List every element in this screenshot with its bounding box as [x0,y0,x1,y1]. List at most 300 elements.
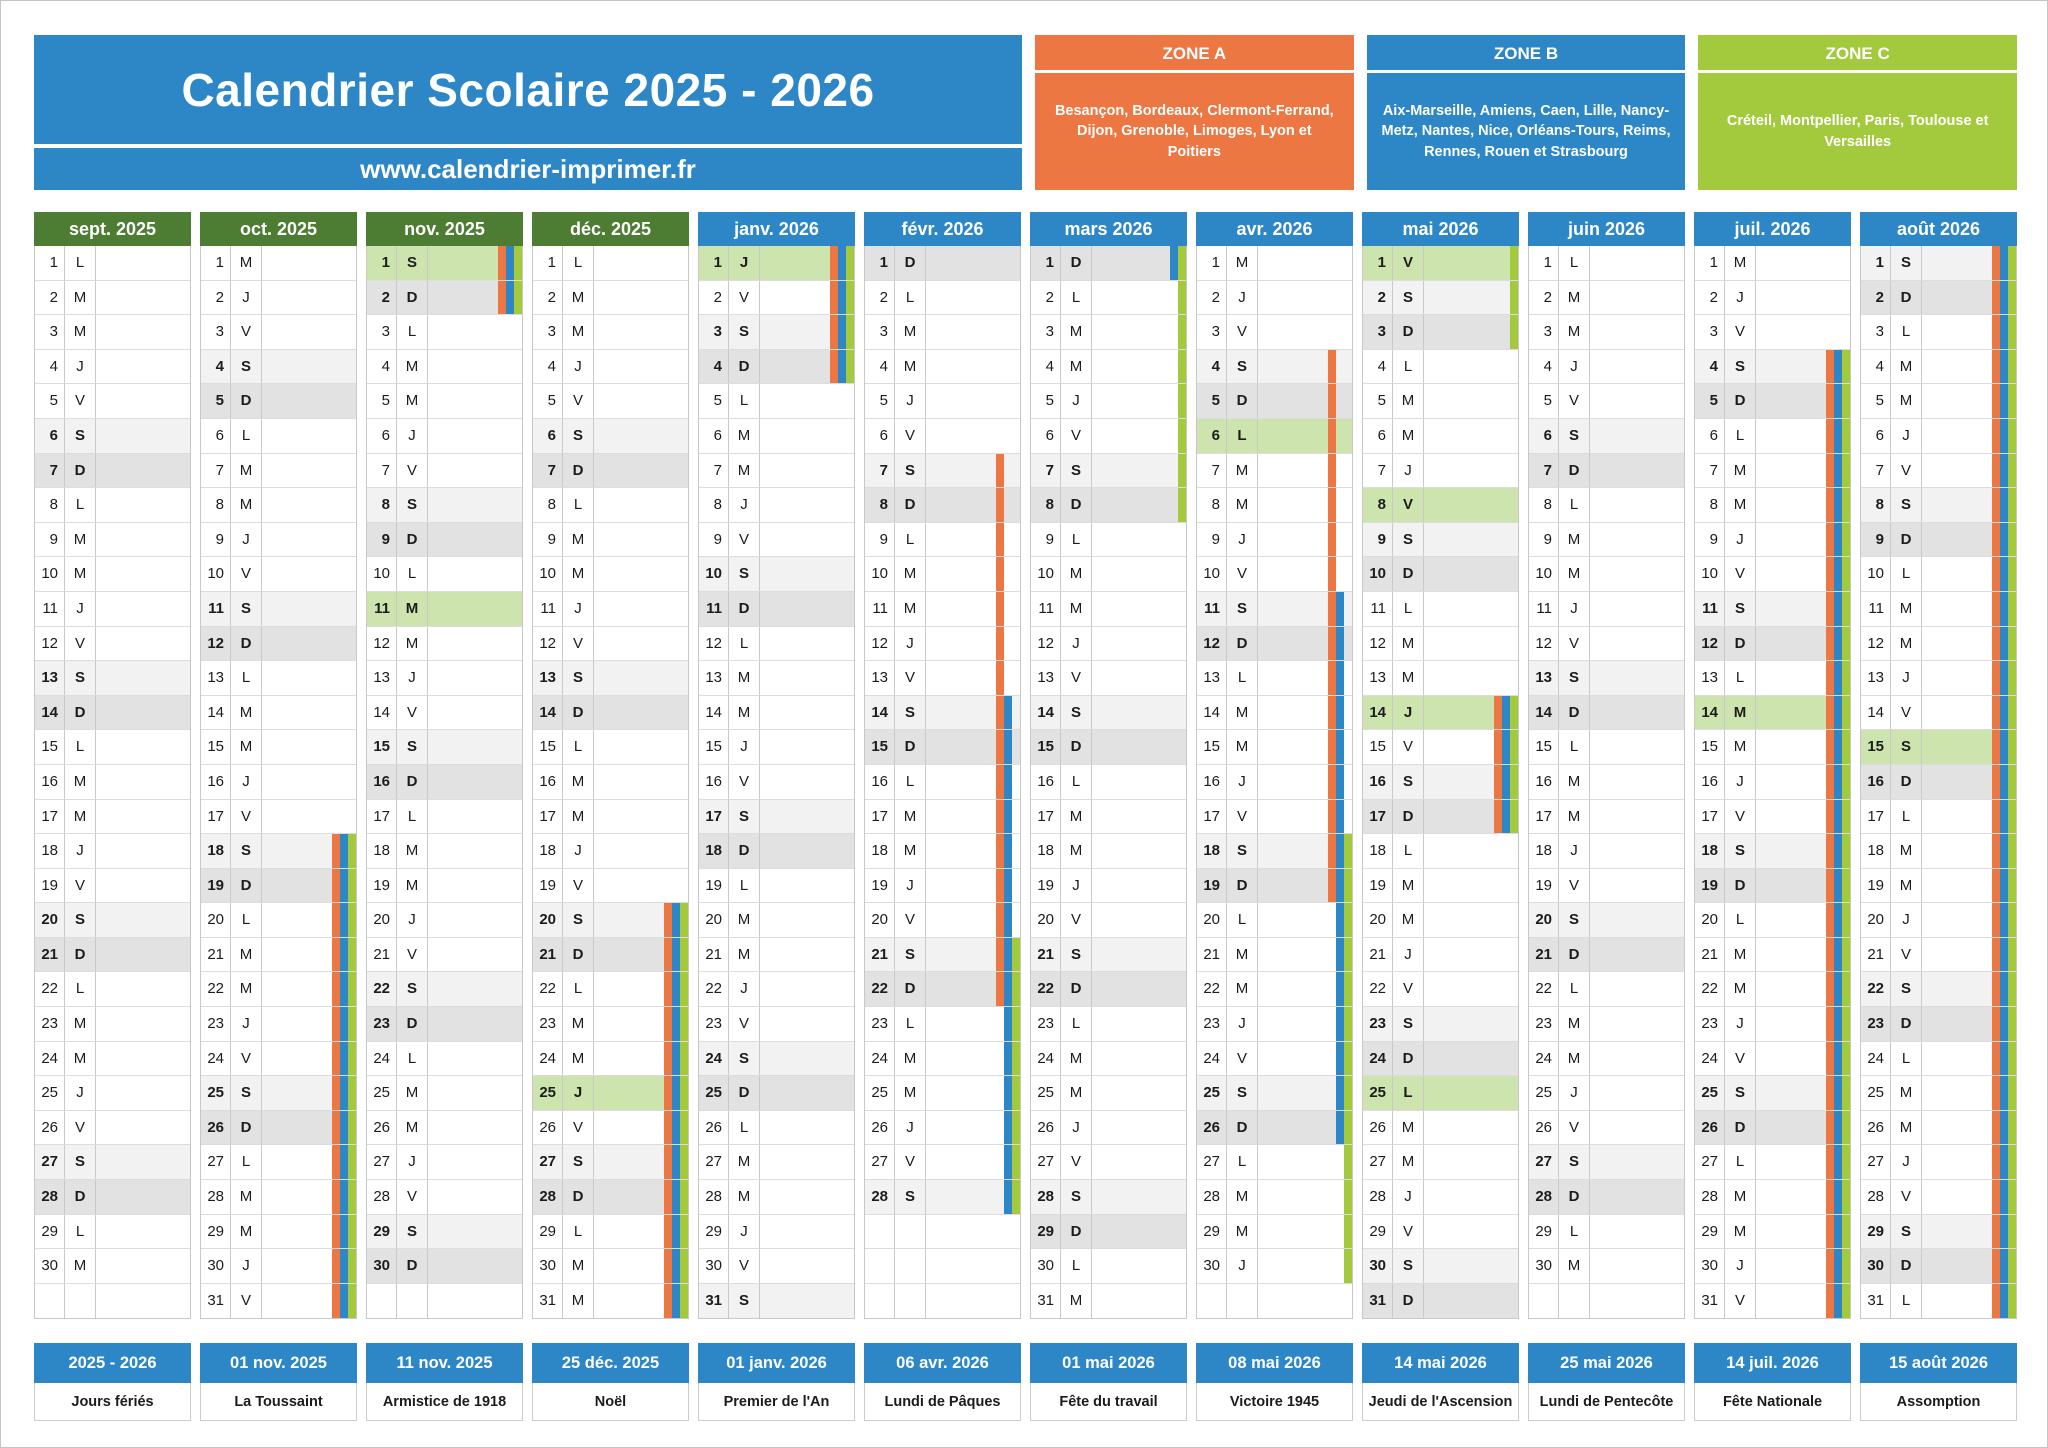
page-title: Calendrier Scolaire 2025 - 2026 [34,35,1022,148]
day-number: 25 [201,1076,231,1110]
day-letter: J [1393,938,1424,972]
day-row [1363,1215,1518,1250]
day-number: 13 [1363,661,1393,695]
vacation-stripe-zone-b [672,1111,680,1145]
day-number: 27 [35,1145,65,1179]
day-row [1695,523,1850,558]
day-number: 20 [367,903,397,937]
day-row [201,661,356,696]
day-row [533,800,688,835]
vacation-stripe-zone-b [1004,765,1012,799]
day-letter: L [65,1215,96,1249]
holiday-date: 01 nov. 2025 [200,1343,357,1383]
day-row [1695,834,1850,869]
day-row [1363,800,1518,835]
vacation-stripe-zone-a [996,661,1004,695]
day-number: 11 [1197,592,1227,626]
vacation-stripe-zone-c [1344,1111,1352,1145]
day-number: 27 [367,1145,397,1179]
day-letter: D [1061,488,1092,522]
day-number: 17 [533,800,563,834]
day-letter: S [1227,350,1258,384]
vacation-stripe-zone-b [2000,1215,2008,1249]
day-letter: M [1227,454,1258,488]
vacation-stripe-zone-a [664,1180,672,1214]
vacation-stripe-zone-a [1328,350,1336,384]
vacation-stripe-zone-a [1328,488,1336,522]
vacation-stripe-zone-c [1012,1007,1020,1041]
day-number: 21 [1861,938,1891,972]
day-number: 24 [865,1042,895,1076]
day-letter: L [563,246,594,280]
day-row [1529,246,1684,281]
day-number: 16 [35,765,65,799]
day-row [367,281,522,316]
day-number: 1 [533,246,563,280]
day-row [35,1215,190,1250]
day-row [1529,834,1684,869]
day-letter: M [1227,1215,1258,1249]
day-number: 23 [1363,1007,1393,1041]
vacation-stripe-zone-a [1826,1284,1834,1319]
day-row [1861,592,2016,627]
day-row [201,1145,356,1180]
day-row [699,972,854,1007]
day-row [1695,384,1850,419]
day-letter: M [397,869,428,903]
vacation-stripe-zone-c [2008,627,2016,661]
day-letter: L [729,627,760,661]
day-number: 10 [35,557,65,591]
holiday-name: Jeudi de l'Ascension [1362,1383,1519,1421]
vacation-stripe-zone-c [1842,488,1850,522]
day-number [1197,1284,1227,1319]
vacation-stripe-zone-a [1826,627,1834,661]
holiday-name: Armistice de 1918 [366,1383,523,1421]
vacation-stripe-zone-b [2000,1249,2008,1283]
day-row [1861,1042,2016,1077]
vacation-stripe-zone-b [1004,1145,1012,1179]
day-number: 2 [201,281,231,315]
day-letter: V [1559,1111,1590,1145]
day-number: 7 [865,454,895,488]
day-number: 22 [1695,972,1725,1006]
day-row [367,1145,522,1180]
day-row [699,315,854,350]
vacation-stripe-zone-a [1328,696,1336,730]
day-row [1529,903,1684,938]
vacation-stripe-zone-a [1328,592,1336,626]
day-number: 29 [1529,1215,1559,1249]
day-row [865,419,1020,454]
vacation-stripe-zone-a [1826,1180,1834,1214]
vacation-stripe-zone-a [664,938,672,972]
day-number: 10 [367,557,397,591]
day-row [1031,557,1186,592]
vacation-stripe-zone-a [1826,1145,1834,1179]
day-number: 2 [367,281,397,315]
day-row [1529,523,1684,558]
day-number: 7 [533,454,563,488]
holiday-name: Fête Nationale [1694,1383,1851,1421]
day-row [35,800,190,835]
day-letter: M [1393,627,1424,661]
vacation-stripe-zone-a [1494,800,1502,834]
day-row [367,246,522,281]
day-number [865,1284,895,1319]
day-number: 25 [367,1076,397,1110]
day-number: 21 [201,938,231,972]
day-row [1529,1042,1684,1077]
day-number: 29 [1363,1215,1393,1249]
day-letter: D [397,281,428,315]
day-row [1197,1215,1352,1250]
vacation-stripe-zone-b [672,1076,680,1110]
day-letter: V [231,557,262,591]
day-number: 8 [1529,488,1559,522]
day-number: 25 [1197,1076,1227,1110]
holiday-name: Victoire 1945 [1196,1383,1353,1421]
day-letter: L [1559,730,1590,764]
vacation-stripe-zone-a [664,1145,672,1179]
vacation-stripe-zone-c [680,1042,688,1076]
vacation-stripe-zone-c [1344,972,1352,1006]
day-letter: J [1559,350,1590,384]
day-letter: M [1393,869,1424,903]
vacation-stripe-zone-b [1834,1215,1842,1249]
day-letter: D [397,1007,428,1041]
vacation-stripe-zone-a [1826,592,1834,626]
day-letter: S [231,834,262,868]
vacation-stripe-zone-a [1992,592,2000,626]
day-letter: S [1725,1076,1756,1110]
vacation-stripe-zone-b [1834,661,1842,695]
day-row [1197,419,1352,454]
day-letter: J [1725,1249,1756,1283]
day-number: 7 [1861,454,1891,488]
vacation-stripe-zone-a [1328,523,1336,557]
day-letter: L [1559,972,1590,1006]
day-number: 24 [1695,1042,1725,1076]
month-header-label: mars 2026 [1030,212,1187,246]
day-letter: M [1891,834,1922,868]
header [34,35,2017,190]
vacation-stripe-zone-c [348,1076,356,1110]
day-letter: M [231,1215,262,1249]
day-number: 8 [699,488,729,522]
day-number: 21 [35,938,65,972]
holiday-card [1030,1343,1187,1421]
day-number: 16 [1861,765,1891,799]
day-number: 28 [367,1180,397,1214]
day-row [35,1007,190,1042]
day-letter: V [563,627,594,661]
day-row [1031,1111,1186,1146]
holiday-date: 25 déc. 2025 [532,1343,689,1383]
vacation-stripe-zone-b [1004,696,1012,730]
day-number: 23 [1861,1007,1891,1041]
day-letter: S [895,454,926,488]
day-letter: M [231,730,262,764]
day-letter: J [1227,765,1258,799]
day-number: 9 [865,523,895,557]
day-number: 16 [1197,765,1227,799]
day-letter: L [65,246,96,280]
vacation-stripe-zone-b [340,869,348,903]
day-letter: S [1559,903,1590,937]
day-row [1197,592,1352,627]
day-letter: V [1725,800,1756,834]
day-number: 25 [1363,1076,1393,1110]
day-number: 25 [35,1076,65,1110]
day-row [865,246,1020,281]
day-letter: S [65,903,96,937]
day-letter: M [65,765,96,799]
vacation-stripe-zone-b [2000,627,2008,661]
day-number: 25 [533,1076,563,1110]
day-letter: S [1891,488,1922,522]
vacation-stripe-zone-b [672,938,680,972]
vacation-stripe-zone-c [514,246,522,280]
day-row [35,834,190,869]
day-letter: D [729,834,760,868]
day-row [865,315,1020,350]
vacation-stripe-zone-c [1344,1145,1352,1179]
day-letter: S [231,350,262,384]
day-number: 2 [1529,281,1559,315]
day-row [1363,281,1518,316]
day-row [1031,350,1186,385]
day-row [1363,315,1518,350]
vacation-stripe-zone-a [1328,869,1336,903]
day-letter: D [1061,246,1092,280]
day-row [699,730,854,765]
day-row [865,1042,1020,1077]
day-letter: M [729,454,760,488]
vacation-stripe-zone-b [340,1215,348,1249]
day-letter: L [1393,1076,1424,1110]
website-link[interactable]: www.calendrier-imprimer.fr [360,154,696,184]
vacation-stripe-zone-c [2008,350,2016,384]
vacation-stripe-zone-a [332,1284,340,1319]
vacation-stripe-zone-a [1992,557,2000,591]
day-number: 15 [1529,730,1559,764]
day-letter: V [1725,557,1756,591]
day-row [35,696,190,731]
day-row [1031,834,1186,869]
day-row [1861,246,2016,281]
vacation-stripe-zone-b [2000,1180,2008,1214]
vacation-stripe-zone-b [1834,1111,1842,1145]
day-row [1695,246,1850,281]
day-number: 15 [699,730,729,764]
day-number: 16 [367,765,397,799]
day-letter: S [1061,1180,1092,1214]
day-row [1363,1249,1518,1284]
day-letter: M [65,1249,96,1283]
day-row [35,765,190,800]
day-row [533,1215,688,1250]
day-number: 16 [533,765,563,799]
day-letter: D [1559,696,1590,730]
holiday-date: 11 nov. 2025 [366,1343,523,1383]
day-number: 12 [533,627,563,661]
vacation-stripe-zone-b [672,1042,680,1076]
day-number: 21 [1031,938,1061,972]
day-letter: M [231,1180,262,1214]
day-number: 28 [35,1180,65,1214]
vacation-stripe-zone-c [1842,1007,1850,1041]
day-letter: M [231,696,262,730]
day-row [865,281,1020,316]
vacation-stripe-zone-a [332,1042,340,1076]
day-row [1861,281,2016,316]
vacation-stripe-zone-b [672,1007,680,1041]
day-number: 30 [699,1249,729,1283]
vacation-stripe-zone-a [1992,972,2000,1006]
day-letter: S [729,557,760,591]
vacation-stripe-zone-c [1344,869,1352,903]
day-number: 7 [1695,454,1725,488]
day-row [1363,1007,1518,1042]
vacation-stripe-zone-c [1510,315,1518,349]
day-letter: M [1227,730,1258,764]
day-row [699,869,854,904]
day-row [35,1076,190,1111]
vacation-stripe-zone-c [1344,834,1352,868]
day-letter: M [1559,1007,1590,1041]
day-number: 5 [865,384,895,418]
day-number: 15 [35,730,65,764]
day-number: 11 [1695,592,1725,626]
day-row [699,903,854,938]
day-number: 17 [1363,800,1393,834]
day-number: 14 [367,696,397,730]
day-number: 19 [201,869,231,903]
vacation-stripe-zone-a [1826,834,1834,868]
day-letter: D [1393,315,1424,349]
day-row [699,800,854,835]
day-row [1695,869,1850,904]
vacation-stripe-zone-b [1834,730,1842,764]
vacation-stripe-zone-c [1344,903,1352,937]
day-number: 4 [35,350,65,384]
vacation-stripe-zone-b [2000,730,2008,764]
day-number: 15 [1861,730,1891,764]
day-row [1529,1111,1684,1146]
day-row [1861,384,2016,419]
vacation-stripe-zone-a [996,523,1004,557]
day-letter: L [563,730,594,764]
day-letter: V [1393,488,1424,522]
day-letter: M [1725,730,1756,764]
day-letter: M [1393,419,1424,453]
day-row [1031,1007,1186,1042]
zone-c-cities: Créteil, Montpellier, Paris, Toulouse et Versailles [1726,113,1989,150]
day-number: 5 [1695,384,1725,418]
day-number: 4 [865,350,895,384]
day-row [533,315,688,350]
vacation-stripe-zone-c [2008,972,2016,1006]
day-row [1197,523,1352,558]
day-row [1031,246,1186,281]
month-column [1362,212,1519,1319]
day-letter: D [1559,1180,1590,1214]
day-row [201,1111,356,1146]
day-letter: L [895,765,926,799]
day-letter: J [231,523,262,557]
day-number: 17 [201,800,231,834]
day-row [1031,1215,1186,1250]
day-row [1861,488,2016,523]
day-row [1695,454,1850,489]
day-row [1197,834,1352,869]
day-number: 30 [1197,1249,1227,1283]
vacation-stripe-zone-b [1834,557,1842,591]
holiday-card [1196,1343,1353,1421]
holiday-card [366,1343,523,1421]
day-row [1363,661,1518,696]
day-letter: D [563,938,594,972]
holiday-date: 08 mai 2026 [1196,1343,1353,1383]
day-row [533,661,688,696]
vacation-stripe-zone-a [1992,765,2000,799]
day-row [201,1042,356,1077]
vacation-stripe-zone-a [1992,938,2000,972]
month-header-label: janv. 2026 [698,212,855,246]
day-row [699,523,854,558]
day-row [201,419,356,454]
vacation-stripe-zone-a [996,627,1004,661]
day-letter: M [563,1284,594,1319]
vacation-stripe-zone-b [2000,800,2008,834]
vacation-stripe-zone-b [1004,834,1012,868]
day-number: 19 [865,869,895,903]
vacation-stripe-zone-a [996,557,1004,591]
vacation-stripe-zone-a [498,246,506,280]
day-row [699,384,854,419]
day-number: 18 [1197,834,1227,868]
day-letter: J [65,592,96,626]
vacation-stripe-zone-b [2000,869,2008,903]
day-row [1695,661,1850,696]
day-letter: S [1559,419,1590,453]
vacation-stripe-zone-c [2008,834,2016,868]
day-number: 11 [699,592,729,626]
day-letter: J [1891,903,1922,937]
day-number: 9 [699,523,729,557]
day-row [1197,972,1352,1007]
vacation-stripe-zone-b [2000,661,2008,695]
month-column [200,212,357,1319]
vacation-stripe-zone-a [1328,661,1336,695]
vacation-stripe-zone-a [1494,765,1502,799]
day-letter: J [231,765,262,799]
day-row [35,627,190,662]
vacation-stripe-zone-c [1842,384,1850,418]
day-letter: J [65,1076,96,1110]
day-number: 13 [533,661,563,695]
day-row [1031,419,1186,454]
day-number: 10 [533,557,563,591]
day-letter: V [1891,1180,1922,1214]
day-number: 5 [699,384,729,418]
day-letter: J [563,834,594,868]
day-row [1363,1180,1518,1215]
day-number: 9 [1695,523,1725,557]
day-number: 8 [1363,488,1393,522]
day-number: 15 [1031,730,1061,764]
